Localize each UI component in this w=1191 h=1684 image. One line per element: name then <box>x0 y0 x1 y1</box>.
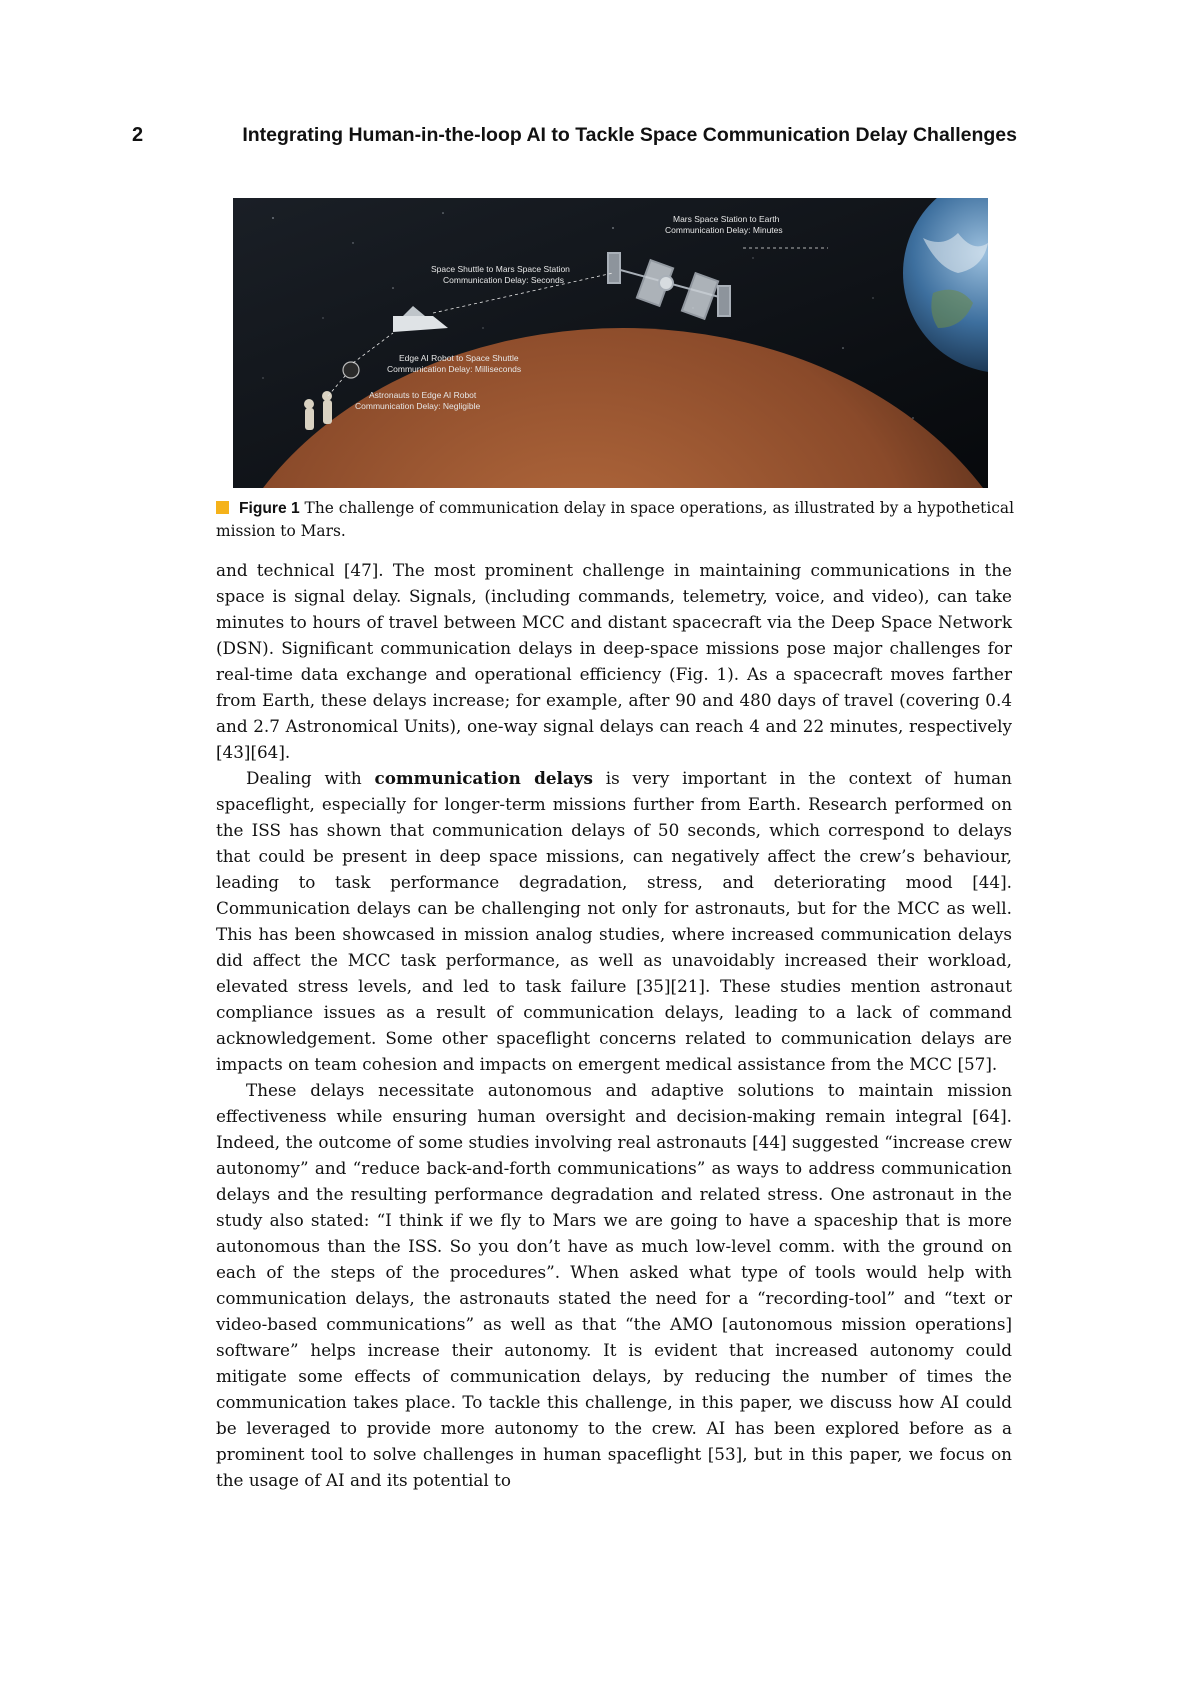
paragraph-1: and technical [47]. The most prominent challenge in maintaining communications in the space is signal delay. Signals, (including commands, telemetry, voice, and video), can take minutes to hours of travel between MCC and distant spacecraft via the Deep Space Network (DSN). Significant communication delays in deep-space missions pose major challenges for real-time data exchange and operational efficiency (Fig. 1). As a spacecraft moves farther from Earth, these delays increase; for example, after 90 and 480 days of travel (covering 0.4 and 2.7 Astronomical Units), one-way signal delays can reach 4 and 22 minutes, respectively [43][64]. <box>216 560 1012 762</box>
paragraph-2-bold-term: communication delays <box>374 768 593 788</box>
body-text <box>216 557 1012 1493</box>
caption-marker <box>216 501 229 514</box>
paragraph-2-start: Dealing with <box>246 768 375 788</box>
edge-ai-robot <box>343 362 359 378</box>
label-robot-shuttle-line1: Edge AI Robot to Space Shuttle <box>399 353 519 363</box>
paragraph-2-rest: is very important in the context of human spaceflight, especially for longer-term missions further from Earth. Research performed on the ISS has shown that communication delays of 50 seconds, which correspond to delays that could be present in deep space missions, can negatively affect the crew’s behaviour, leading to task performance degradation, stress, and deteriorating mood [44]. Communication delays can be challenging not only for astronauts, but for the MCC as well. This has been showcased in mission analog studies, where increased communication delays did affect the MCC task performance, as well as unavoidably increased their workload, elevated stress levels, and led to task failure [35][21]. These studies mention astronaut compliance issues as a result of communication delays, leading to a lack of command acknowledgement. Some other spaceflight concerns related to communication delays are impacts on team cohesion and impacts on emergent medical assistance from the MCC [57]. <box>216 768 1012 1074</box>
label-astronauts-robot-line2: Communication Delay: Negligible <box>355 401 481 411</box>
paragraph-3: These delays necessitate autonomous and adaptive solutions to maintain mission effectiveness while ensuring human oversight and decision-making remain integral [64]. Indeed, the outcome of some studies involving real astronauts [44] suggested “increase crew autonomy” and “reduce back-and-forth communications” as ways to address communication delays and the resulting performance degradation and related stress. One astronaut in the study also stated: “I think if we fly to Mars we are going to have a spaceship that is more autonomous than the ISS. So you don’t have as much low-level comm. with the ground on each of the steps of the procedures”. When asked what type of tools would help with communication delays, the astronauts stated the need for a “recording-tool” and “text or video-based communications” as well as that “the AMO [autonomous mission operations] software” helps increase their autonomy. It is evident that increased autonomy could mitigate some effects of communication delays, by reducing the number of times the communication takes place. To tackle this challenge, in this paper, we discuss how AI could be leveraged to provide more autonomy to the crew. AI has been explored before as a prominent tool to solve challenges in human spaceflight [53], but in this paper, we focus on the usage of AI and its potential to <box>216 1080 1012 1490</box>
label-shuttle-station-line1: Space Shuttle to Mars Space Station <box>431 264 570 274</box>
label-shuttle-station-line2: Communication Delay: Seconds <box>443 275 564 285</box>
caption-label: Figure 1 <box>239 500 300 517</box>
paragraph-2 <box>216 765 1012 1077</box>
figure-caption <box>216 497 1016 542</box>
label-astronauts-robot-line1: Astronauts to Edge AI Robot <box>369 390 477 400</box>
label-robot-shuttle-line2: Communication Delay: Milliseconds <box>387 364 522 374</box>
figure-1-image <box>233 198 988 488</box>
running-title: Integrating Human-in-the-loop AI to Tackle Space Communication Delay Challenges <box>242 124 1017 146</box>
label-station-earth-line2: Communication Delay: Minutes <box>665 225 783 235</box>
page-number: 2 <box>132 124 144 146</box>
caption-text: The challenge of communication delay in space operations, as illustrated by a hypothetical mission to Mars. <box>216 499 1015 540</box>
mars-mission-illustration <box>233 198 988 488</box>
label-station-earth-line1: Mars Space Station to Earth <box>673 214 780 224</box>
